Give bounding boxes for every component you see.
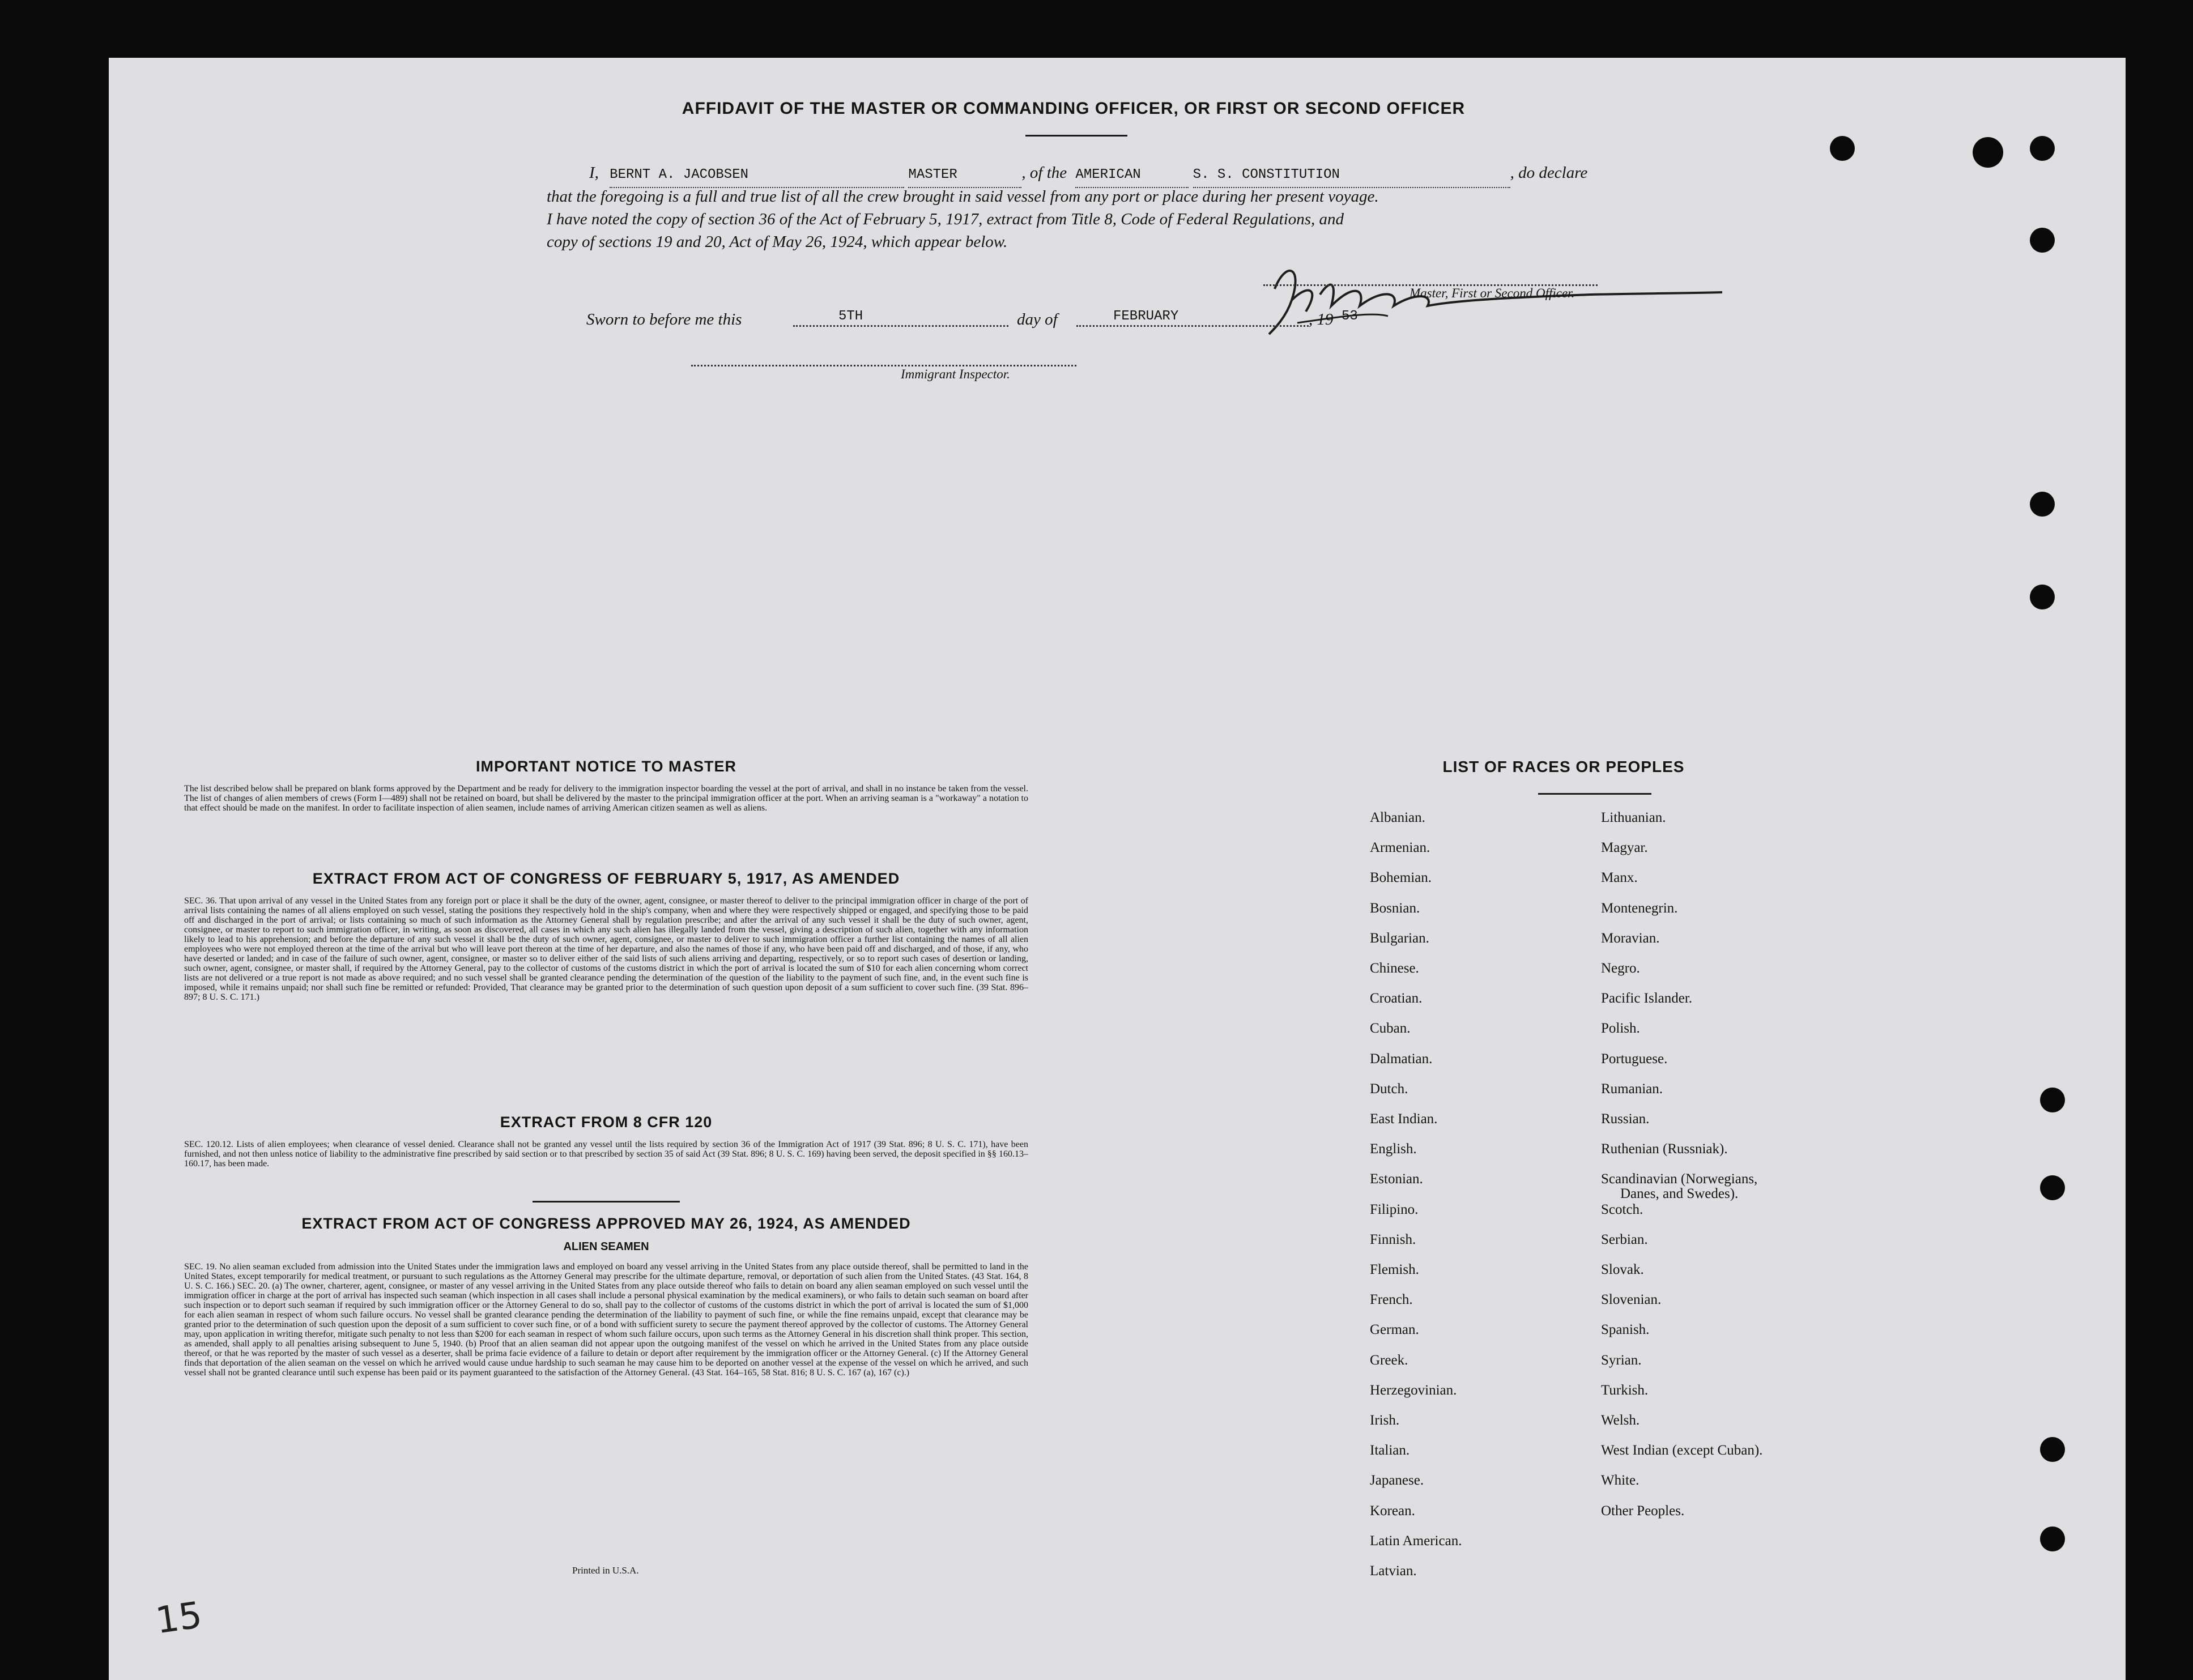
races-heading: LIST OF RACES OR PEOPLES bbox=[1442, 758, 1685, 775]
declaration-line-2: that the foregoing is a full and true list of all the crew brought in said vessel from any port or place during her present voyage. bbox=[547, 187, 1379, 206]
sworn-year-prefix: , 19 bbox=[1309, 310, 1334, 329]
race-item: Bosnian. bbox=[1370, 900, 1420, 916]
punch-hole bbox=[1973, 137, 2003, 168]
race-item: Italian. bbox=[1370, 1443, 1410, 1459]
signature-caption: Master, First or Second Officer. bbox=[1410, 286, 1575, 300]
race-item: Welsh. bbox=[1601, 1413, 1640, 1428]
race-item: Estonian. bbox=[1370, 1171, 1423, 1187]
cfr-heading: EXTRACT FROM 8 CFR 120 bbox=[500, 1114, 713, 1131]
punch-hole bbox=[2040, 1437, 2065, 1462]
race-item: Spanish. bbox=[1601, 1322, 1650, 1338]
cfr-rule bbox=[533, 1201, 680, 1203]
race-item: Manx. bbox=[1601, 870, 1638, 886]
master-name: BERNT A. JACOBSEN bbox=[610, 163, 904, 188]
inspector-line bbox=[691, 365, 1076, 366]
race-item: Herzegovinian. bbox=[1370, 1382, 1457, 1398]
race-item: Irish. bbox=[1370, 1413, 1400, 1428]
race-item: Cuban. bbox=[1370, 1021, 1411, 1037]
race-item: Rumanian. bbox=[1601, 1081, 1663, 1097]
race-item: Japanese. bbox=[1370, 1473, 1424, 1489]
race-item: Scotch. bbox=[1601, 1201, 1643, 1217]
race-item: Negro. bbox=[1601, 961, 1640, 976]
race-item: Filipino. bbox=[1370, 1201, 1419, 1217]
act1917-text: SEC. 36. That upon arrival of any vessel in the United States from any foreign port or place it shall be the duty of the owner, agent, consignee, or master thereof to deliver to the principal immigration officer in charge of the port of arrival lists containing the names of all aliens employed on such vessel, stating the positions they respectively hold in the ship's company, when and where they were respectively shipped or engaged, and specifying those to be paid off and discharged in the port of arrival; or lists containing so much of such information as the Attorney General shall by regulation prescribe; and after the arrival of any such vessel it shall be the duty of such owner, agent, consignee, or master to report to such immigration officer, in writing, as soon as discovered, all cases in which any such alien has illegally landed from the vessel, giving a description of such alien, together with any information likely to lead to his apprehension; and before the departure of any such vessel it shall be the duty of such owner, agent, consignee, or master to deliver to such immigration officer a further list containing the names of all alien employees who were not employed thereon at the time of the arrival but who will leave port thereon at the time of her departure, and also the names of those if any, who have been paid off and discharged, and of those, if any, who have deserted or landed; and in case of the failure of such owner, agent, consignee, or master so to deliver either of the said lists of such aliens arriving and departing, respectively, or so to report such cases of desertion or landing, such owner, agent, consignee, or master shall, if required by the Attorney General, pay to the collector of customs of the customs district in which the port of arrival is located the sum of $10 for each alien concerning whom correct lists are not delivered or a true report is not made as above required; and no such vessel shall be granted clearance pending the determination of the question of the liability to the payment of such fine, and, in the event such fine is imposed, while it remains unpaid; nor shall such fine be remitted or refunded: Provided, That clearance may be granted prior to the determination of such question upon deposit of a sum sufficient to cover such fine. (39 Stat. 896–897; 8 U. S. C. 171.) bbox=[184, 896, 1028, 1002]
act1924-heading: EXTRACT FROM ACT OF CONGRESS APPROVED MAY 26, 1924, AS AMENDED bbox=[301, 1215, 911, 1232]
race-item: Magyar. bbox=[1601, 840, 1648, 856]
race-item: Portuguese. bbox=[1601, 1051, 1668, 1067]
race-item: White. bbox=[1601, 1473, 1640, 1489]
sworn-month-line bbox=[1076, 325, 1309, 327]
notice-text: The list described below shall be prepared on blank forms approved by the Department and be ready for delivery to the immigration inspector boarding the vessel at the port of arrival, and shall in no instance be taken from the vessel. The list of changes of alien members of crews (Form I—489) shall not be retained on board, but shall be delivered by the master to the principal immigration officer at the port. When an arriving seaman is a "workaway" a notation to that effect should be made on the manifest. In order to facilitate inspection of alien seamen, include names of arriving American citizen seamen as well as aliens. bbox=[184, 784, 1028, 813]
inspector-caption: Immigrant Inspector. bbox=[901, 367, 1010, 381]
sworn-day-of: day of bbox=[1017, 310, 1058, 329]
race-item: Bohemian. bbox=[1370, 870, 1432, 886]
races-rule bbox=[1538, 793, 1651, 795]
decl-of-the: , of the bbox=[1021, 164, 1067, 182]
sworn-day: 5TH bbox=[838, 309, 863, 324]
race-item: Montenegrin. bbox=[1601, 900, 1678, 916]
race-item: Scandinavian (Norwegians, bbox=[1601, 1171, 1758, 1187]
printed-in-usa: Printed in U.S.A. bbox=[572, 1565, 639, 1576]
punch-hole bbox=[2040, 1175, 2065, 1200]
race-item: German. bbox=[1370, 1322, 1419, 1338]
race-item: Korean. bbox=[1370, 1503, 1415, 1519]
notice-heading: IMPORTANT NOTICE TO MASTER bbox=[476, 758, 736, 775]
race-item: West Indian (except Cuban). bbox=[1601, 1443, 1763, 1459]
sworn-year: 53 bbox=[1342, 309, 1358, 324]
race-item: Slovak. bbox=[1601, 1262, 1644, 1277]
decl-do-declare: , do declare bbox=[1510, 164, 1588, 182]
race-item: Polish. bbox=[1601, 1021, 1640, 1037]
race-item: Dutch. bbox=[1370, 1081, 1408, 1097]
race-item: Ruthenian (Russniak). bbox=[1601, 1141, 1728, 1157]
sworn-month: FEBRUARY bbox=[1113, 309, 1179, 324]
signature-line bbox=[1263, 284, 1598, 286]
punch-hole bbox=[2030, 136, 2055, 161]
race-item: Danes, and Swedes). bbox=[1620, 1186, 1739, 1202]
race-item: Armenian. bbox=[1370, 840, 1430, 856]
race-item: Bulgarian. bbox=[1370, 930, 1429, 946]
punch-hole bbox=[2040, 1527, 2065, 1551]
race-item: Turkish. bbox=[1601, 1382, 1649, 1398]
race-item: Latin American. bbox=[1370, 1533, 1462, 1549]
title-rule bbox=[1025, 135, 1127, 137]
decl-i: I, bbox=[589, 164, 599, 182]
race-item: Other Peoples. bbox=[1601, 1503, 1685, 1519]
punch-hole bbox=[1830, 136, 1855, 161]
race-item: Pacific Islander. bbox=[1601, 991, 1693, 1007]
margin-handwritten-mark: 15 bbox=[153, 1594, 205, 1643]
race-item: Slovenian. bbox=[1601, 1292, 1662, 1308]
cfr-text: SEC. 120.12. Lists of alien employees; when clearance of vessel denied. Clearance shall not be granted any vessel until the lists required by section 36 of the Immigration Act of 1917 (39 Stat. 896; 8 U. S. C. 171), have been furnished, and not then unless notice of liability to the administrative fine prescribed by said section or to that prescribed by section 35 of said Act (39 Stat. 896; 8 U. S. C. 169) having been served, the deposit specified in §§ 160.13–160.17, has been made. bbox=[184, 1140, 1028, 1169]
race-item: Latvian. bbox=[1370, 1563, 1417, 1579]
declaration-line-3: I have noted the copy of section 36 of the Act of February 5, 1917, extract from Title 8, Code of Federal Regulations, and bbox=[547, 210, 1344, 228]
race-item: Albanian. bbox=[1370, 810, 1425, 825]
race-item: Russian. bbox=[1601, 1111, 1650, 1127]
master-rank: MASTER bbox=[908, 163, 1021, 188]
race-item: Lithuanian. bbox=[1601, 810, 1666, 825]
race-item: Chinese. bbox=[1370, 961, 1419, 976]
act1924-subheading: ALIEN SEAMEN bbox=[563, 1240, 649, 1253]
sworn-day-line bbox=[793, 325, 1008, 327]
race-item: Moravian. bbox=[1601, 930, 1660, 946]
act1924-text: SEC. 19. No alien seaman excluded from admission into the United States under the immigration laws and employed on board any vessel arriving in the United States from any place outside thereof, shall be permitted to land in the United States, except temporarily for medical treatment, or pursuant to such regulations as the Attorney General may prescribe for the ultimate departure, removal, or deportation of such alien from the United States. (43 Stat. 164, 8 U. S. C. 166.) SEC. 20. (a) The owner, charterer, agent, consignee, or master of any vessel arriving in the United States from any place outside thereof who fails to detain on board any alien seaman employed on such vessel until the immigration officer in charge at the port of arrival has inspected such seaman (which inspection in all cases shall include a personal physical examination by the medical examiners), or who fails to detain such seaman on board after such inspection or to deport such seaman if required by such immigration officer or the Attorney General to do so, shall pay to the collector of customs of the customs district in which the port of arrival is located the sum of $1,000 for each alien seaman in respect of whom such failure occurs. No vessel shall be granted clearance pending the determination of the liability to payment of such fine, or while the fine remains unpaid, except that clearance may be granted prior to the determination of such question upon the deposit of a sum sufficient to cover such fine, or of a bond with sufficient surety to secure the payment thereof approved by the collector of customs. The Attorney General may, upon application in writing therefor, mitigate such penalty to not less than $200 for each seaman in respect of whom such failure occurs, upon such terms as the Attorney General in his discretion shall think proper. This section, as amended, shall apply to all penalties arising subsequent to June 5, 1940. (b) Proof that an alien seaman did not appear upon the outgoing manifest of the vessel on which he arrived in the United States from any place outside thereof, or that he was reported by the master of such vessel as a deserter, shall be prima facie evidence of a failure to detain or deport after requirement by the immigration officer or the Attorney General. (c) If the Attorney General finds that deportation of the alien seaman on the vessel on which he arrived would cause undue hardship to such seaman he may cause him to be deported on another vessel at the expense of the vessel on which he arrived, and such vessel shall not be granted clearance until such expense has been paid or its payment guaranteed to the satisfaction of the Attorney General. (43 Stat. 164–165, 58 Stat. 816; 8 U. S. C. 167 (a), 167 (c).) bbox=[184, 1262, 1028, 1378]
race-item: Syrian. bbox=[1601, 1352, 1642, 1368]
race-item: Serbian. bbox=[1601, 1231, 1648, 1247]
punch-hole bbox=[2040, 1088, 2065, 1112]
affidavit-title: AFFIDAVIT OF THE MASTER OR COMMANDING OFFICER, OR FIRST OR SECOND OFFICER bbox=[682, 99, 1466, 118]
race-item: Dalmatian. bbox=[1370, 1051, 1433, 1067]
sworn-prefix: Sworn to before me this bbox=[586, 310, 742, 329]
race-item: Flemish. bbox=[1370, 1262, 1419, 1277]
declaration-line-4: copy of sections 19 and 20, Act of May 26, 1924, which appear below. bbox=[547, 233, 1008, 251]
race-item: Croatian. bbox=[1370, 991, 1423, 1007]
race-item: English. bbox=[1370, 1141, 1417, 1157]
punch-hole bbox=[2030, 585, 2055, 609]
punch-hole bbox=[2030, 492, 2055, 517]
race-item: Greek. bbox=[1370, 1352, 1408, 1368]
race-item: East Indian. bbox=[1370, 1111, 1438, 1127]
race-item: French. bbox=[1370, 1292, 1413, 1308]
declaration-line-1 bbox=[589, 161, 1587, 188]
vessel-name: S. S. CONSTITUTION bbox=[1193, 163, 1510, 188]
vessel-nationality: AMERICAN bbox=[1075, 163, 1189, 188]
punch-hole bbox=[2030, 228, 2055, 253]
act1917-heading: EXTRACT FROM ACT OF CONGRESS OF FEBRUARY 5, 1917, AS AMENDED bbox=[312, 870, 900, 887]
race-item: Finnish. bbox=[1370, 1231, 1416, 1247]
